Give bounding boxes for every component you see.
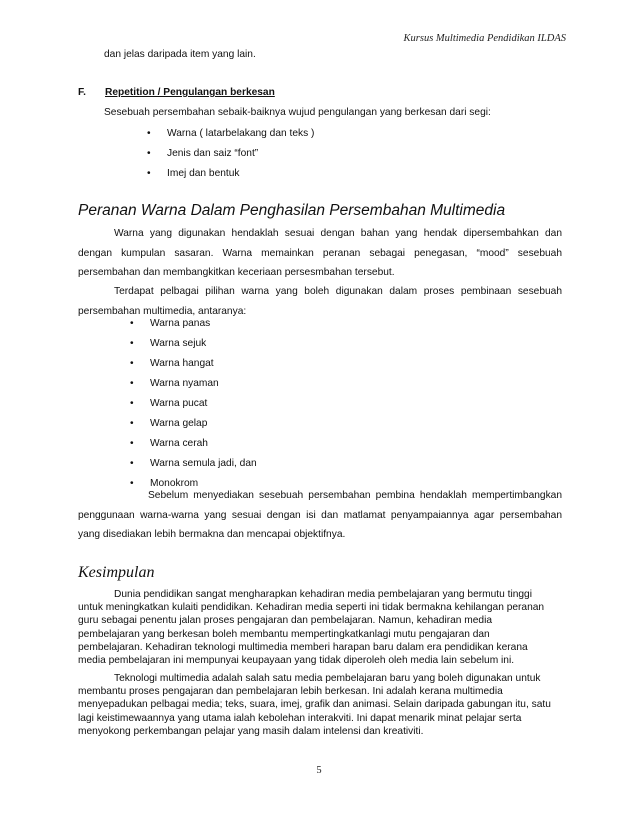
intro-line: dan jelas daripada item yang lain. <box>104 49 256 60</box>
bullet-icon: • <box>147 168 151 179</box>
list-item: • Warna nyaman <box>130 378 219 389</box>
kesimpulan-heading: Kesimpulan <box>78 564 155 581</box>
list-item: • Warna cerah <box>130 438 208 449</box>
bullet-icon: • <box>130 338 134 349</box>
list-item: • Warna panas <box>130 318 211 329</box>
running-header: Kursus Multimedia Pendidikan ILDAS <box>403 33 566 44</box>
section-f-heading <box>78 86 275 100</box>
bullet-icon: • <box>130 478 134 489</box>
kesimpulan-paragraph-1: Dunia pendidikan sangat mengharapkan kehadiran media pembelajaran yang bermutu tinggi untuk meningkatkan kulaiti pendidikan. Kehadiran media seperti ini tidak bermakna kehilangan peranan guru sebagai penentu jalan proses pengajaran dan pembelajaran. Namun, kehadiran media pembelajaran yang berkesan boleh membantu mempertingkatkanlagi mutu pengajaran dan pembelajaran. Kehadiran teknologi multimedia memberi harapan baru dalam era pendidikan kerana media pembelajaran ini mempunyai keupayaan yang tidak diperoleh oleh media lain sebelum ini. <box>78 589 545 667</box>
bullet-icon: • <box>130 318 134 329</box>
warna-bullet-list <box>130 317 257 497</box>
list-item: • Imej dan bentuk <box>147 168 240 179</box>
section-f-title: Repetition / Pengulangan berkesan <box>105 87 275 98</box>
list-item: • Warna pucat <box>130 398 208 409</box>
warna-paragraph-3: Sebelum menyediakan sesebuah persembahan pembina hendaklah mempertimbangkan penggunaan warna-warna yang sesuai dengan isi dan matlamat penyampaiannya agar persembahan yang disediakan lebih bermakna dan mencapai objektifnya. <box>78 490 562 540</box>
list-item: • Jenis dan saiz “font” <box>147 148 259 159</box>
bullet-icon: • <box>130 458 134 469</box>
list-item: • Warna gelap <box>130 418 208 429</box>
section-f-letter: F. <box>78 87 86 98</box>
page-number: 5 <box>316 765 322 776</box>
list-item: • Warna sejuk <box>130 338 207 349</box>
bullet-icon: • <box>147 148 151 159</box>
bullet-icon: • <box>130 418 134 429</box>
kesimpulan-paragraph-2: Teknologi multimedia adalah salah satu media pembelajaran baru yang boleh digunakan untuk membantu proses pengajaran dan pembelajaran lebih berkesan. Ini adalah kerana multimedia menyepadukan pelbagai media; teks, suara, imej, grafik dan animasi. Selain daripada gabungan itu, satu lagi keistimewaannya yang utama ialah kebolehan interakviti. Ini dapat menarik minat pelajar serta menyokong perkembangan pelajar yang masih dalam intelensi dan kreativiti. <box>78 673 551 737</box>
list-item: • Monokrom <box>130 478 199 489</box>
bullet-icon: • <box>130 398 134 409</box>
warna-paragraph-2: Terdapat pelbagai pilihan warna yang boleh digunakan dalam proses pembinaan sesebuah persembahan multimedia, antaranya: <box>78 286 562 317</box>
bullet-icon: • <box>130 378 134 389</box>
warna-section-heading: Peranan Warna Dalam Penghasilan Persembahan Multimedia <box>78 202 506 219</box>
bullet-icon: • <box>130 438 134 449</box>
list-item: • Warna hangat <box>130 358 214 369</box>
list-item: • Warna ( latarbelakang dan teks ) <box>147 128 315 139</box>
section-f-bullet-list <box>147 127 315 187</box>
list-item: • Warna semula jadi, dan <box>130 458 257 469</box>
bullet-icon: • <box>130 358 134 369</box>
warna-paragraph-1: Warna yang digunakan hendaklah sesuai dengan bahan yang hendak dipersembahkan dan dengan kumpulan sasaran. Warna memainkan peranan sebagai penegasan, “mood” sesebuah persembahan dan membangkitkan keceriaan persesmbahan tersebut. <box>78 228 562 278</box>
bullet-icon: • <box>147 128 151 139</box>
section-f-text: Sesebuah persembahan sebaik-baiknya wujud pengulangan yang berkesan dari segi: <box>104 107 491 118</box>
